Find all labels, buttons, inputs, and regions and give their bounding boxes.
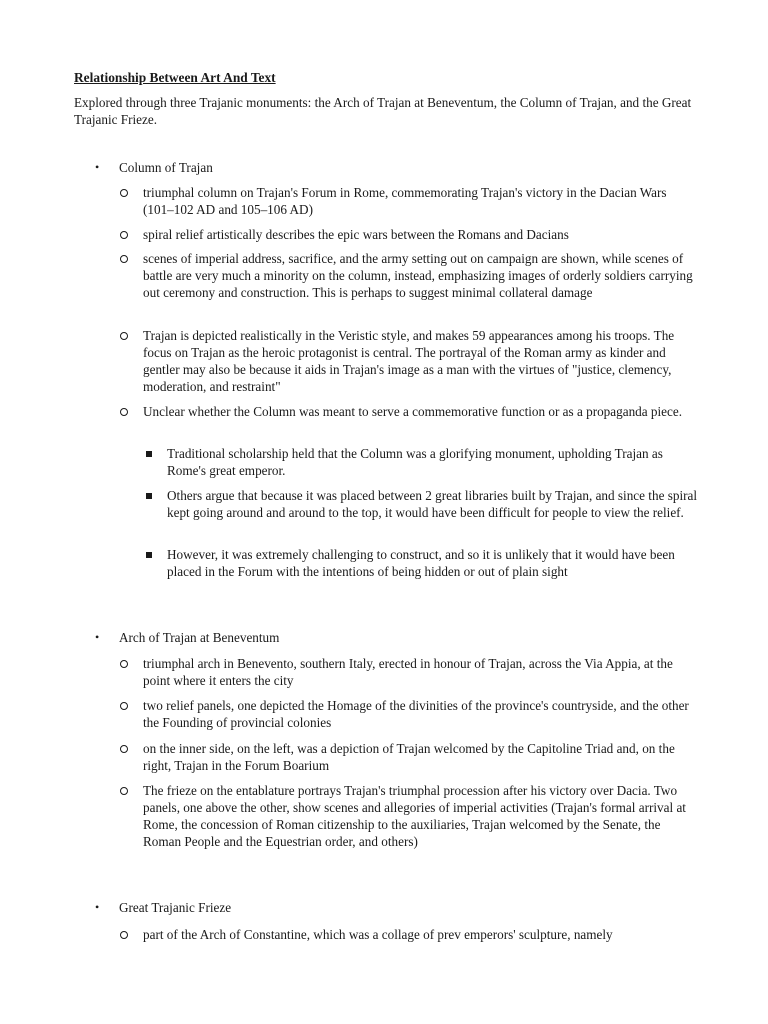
section-heading-arch: Arch of Trajan at Beneventum xyxy=(119,630,280,645)
sub-list-item: However, it was extremely challenging to construct, and so it is unlikely that it would have been placed in the Forum with the intentions of being hidden or out of plain sight xyxy=(167,547,675,579)
bullet-circle xyxy=(120,787,128,795)
list-item: Unclear whether the Column was meant to serve a commemorative function or as a propaganda piece. xyxy=(143,404,683,419)
section-heading-column: Column of Trajan xyxy=(119,160,213,175)
list-item: The frieze on the entablature portrays Trajan's triumphal procession after his victory over Dacia. Two panels, one above the other, show scenes and allegories of imperial activities (Trajan's formal arrival at Rome, the concession of Roman citizenship to the auxiliaries, Trajan welcomed by the Senate, the Roman People and the Equestrian order, and others) xyxy=(143,783,686,849)
bullet-circle xyxy=(120,231,128,239)
intro-paragraph: Explored through three Trajanic monuments: the Arch of Trajan at Beneventum, the Column of Trajan, and the Great Trajanic Frieze. xyxy=(74,95,692,127)
bullet-dot: • xyxy=(95,630,100,644)
bullet-circle xyxy=(120,332,128,340)
document-title: Relationship Between Art And Text xyxy=(74,70,276,85)
section-heading-frieze: Great Trajanic Frieze xyxy=(119,900,232,915)
list-item: triumphal arch in Benevento, southern Italy, erected in honour of Trajan, across the Via Appia, at the point where it enters the city xyxy=(143,656,673,688)
bullet-circle xyxy=(120,931,128,939)
sub-list-item: Traditional scholarship held that the Column was a glorifying monument, upholding Trajan as Rome's great emperor. xyxy=(167,446,663,478)
list-item: Trajan is depicted realistically in the Veristic style, and makes 59 appearances among his troops. The focus on Trajan as the heroic protagonist is central. The portrayal of the Roman army as kinder and gentler may also be because it aids in Trajan's image as a man with the virtues of "justice, clemency, moderation, and restraint" xyxy=(143,328,675,394)
bullet-square xyxy=(146,552,152,558)
list-item: triumphal column on Trajan's Forum in Rome, commemorating Trajan's victory in the Dacian Wars (101–102 AD and 105–106 AD) xyxy=(143,185,667,217)
bullet-circle xyxy=(120,408,128,416)
bullet-circle xyxy=(120,745,128,753)
bullet-dot: • xyxy=(95,160,100,174)
list-item: scenes of imperial address, sacrifice, and the army setting out on campaign are shown, while scenes of battle are very much a minority on the column, instead, emphasizing images of orderly soldiers carrying out ceremony and construction. This is perhaps to suggest minimal collateral damage xyxy=(143,251,693,300)
bullet-circle xyxy=(120,702,128,710)
list-item: on the inner side, on the left, was a depiction of Trajan welcomed by the Capitoline Triad and, on the right, Trajan in the Forum Boarium xyxy=(143,741,675,773)
bullet-circle xyxy=(120,255,128,263)
list-item: two relief panels, one depicted the Homage of the divinities of the province's countryside, and the other the Founding of provincial colonies xyxy=(143,698,689,730)
list-item: part of the Arch of Constantine, which was a collage of prev emperors' sculpture, namely xyxy=(143,927,613,942)
bullet-square xyxy=(146,493,152,499)
list-item: spiral relief artistically describes the epic wars between the Romans and Dacians xyxy=(143,227,569,242)
bullet-square xyxy=(146,451,152,457)
sub-list-item: Others argue that because it was placed between 2 great libraries built by Trajan, and since the spiral kept going around and around to the top, it would have been difficult for people to view the relief. xyxy=(167,488,698,520)
bullet-circle xyxy=(120,189,128,197)
bullet-dot: • xyxy=(95,900,100,914)
bullet-circle xyxy=(120,660,128,668)
